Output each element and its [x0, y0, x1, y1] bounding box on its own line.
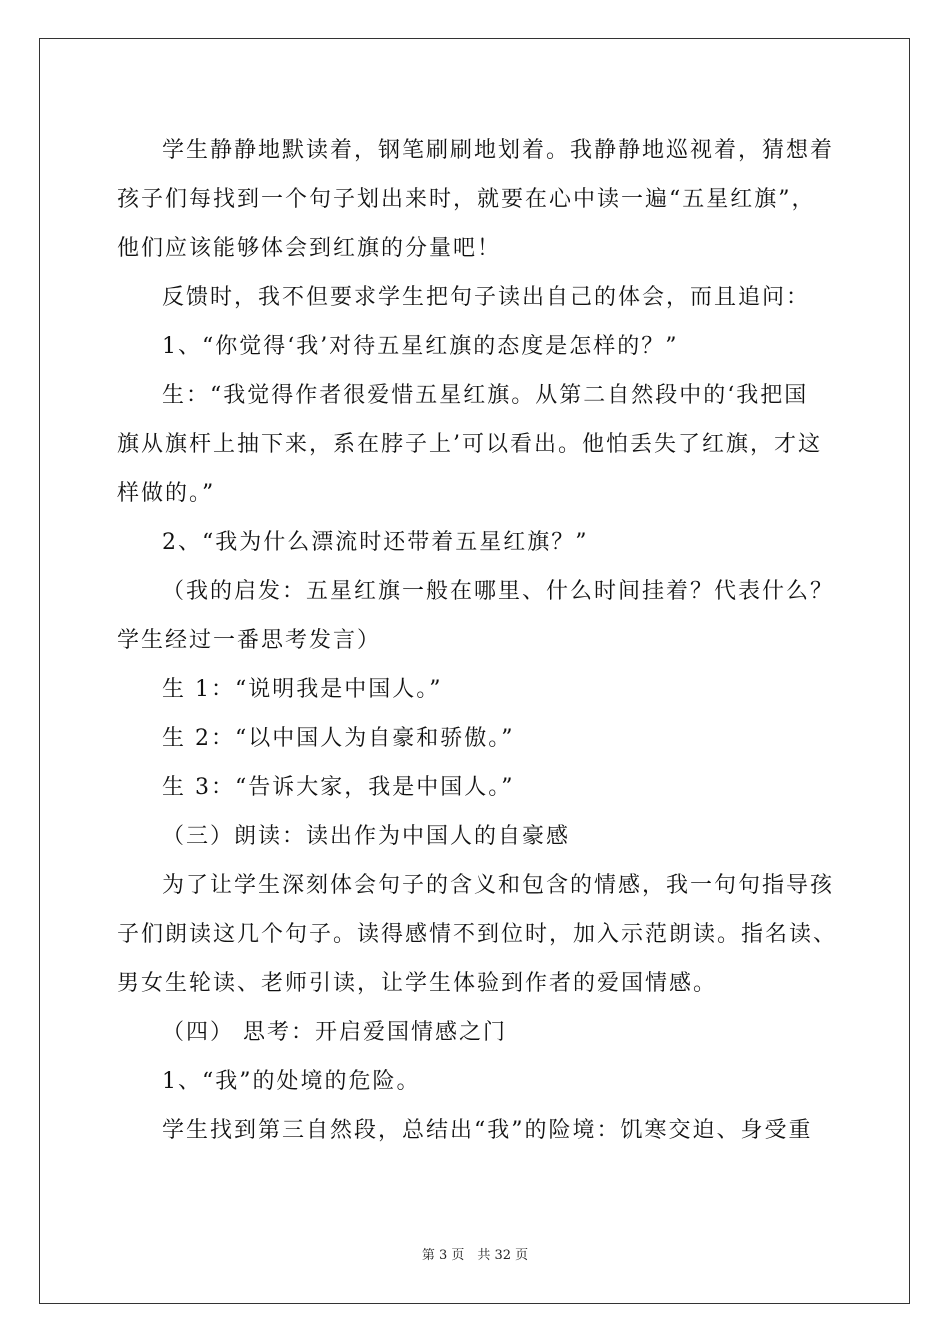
paragraph-line: 生 1：“说明我是中国人。” [162, 677, 443, 702]
paragraph-line: 子们朗读这几个句子。读得感情不到位时，加入示范朗读。指名读、 [117, 922, 838, 947]
paragraph-line: 男女生轮读、老师引读，让学生体验到作者的爱国情感。 [117, 971, 718, 996]
paragraph-line: 反馈时，我不但要求学生把句子读出自己的体会，而且追问： [162, 285, 811, 310]
paragraph-line: 学生静静地默读着，钢笔刷刷地划着。我静静地巡视着，猜想着 [162, 138, 835, 163]
paragraph-line: 他们应该能够体会到红旗的分量吧！ [117, 236, 502, 261]
paragraph-line: 1、“我”的处境的危险。 [162, 1069, 421, 1094]
paragraph-line: 为了让学生深刻体会句子的含义和包含的情感，我一句句指导孩 [162, 873, 835, 898]
paragraph-line: 生：“我觉得作者很爱惜五星红旗。从第二自然段中的‘我把国 [162, 383, 809, 408]
section-heading: （三）朗读：读出作为中国人的自豪感 [162, 824, 571, 849]
paragraph-line: 1、“你觉得‘我’对待五星红旗的态度是怎样的？” [162, 334, 679, 359]
page-number-footer: 第 3 页 共 32 页 [421, 1248, 529, 1263]
document-body [117, 126, 838, 1155]
paragraph-line: （我的启发：五星红旗一般在哪里、什么时间挂着？代表什么？ [162, 579, 835, 604]
paragraph-line: 样做的。” [117, 481, 216, 506]
paragraph-line: 生 3：“告诉大家，我是中国人。” [162, 775, 515, 800]
paragraph-line: 学生找到第三自然段，总结出“我”的险境：饥寒交迫、身受重 [162, 1118, 813, 1143]
paragraph-line: 孩子们每找到一个句子划出来时，就要在心中读一遍“五星红旗”， [117, 187, 816, 212]
section-heading: （四） 思考：开启爱国情感之门 [162, 1020, 507, 1045]
paragraph-line: 生 2：“以中国人为自豪和骄傲。” [162, 726, 515, 751]
paragraph-line: 旗从旗杆上抽下来，系在脖子上’可以看出。他怕丢失了红旗，才这 [117, 432, 822, 457]
paragraph-line: 2、“我为什么漂流时还带着五星红旗？” [162, 530, 589, 555]
paragraph-line: 学生经过一番思考发言） [117, 628, 382, 653]
